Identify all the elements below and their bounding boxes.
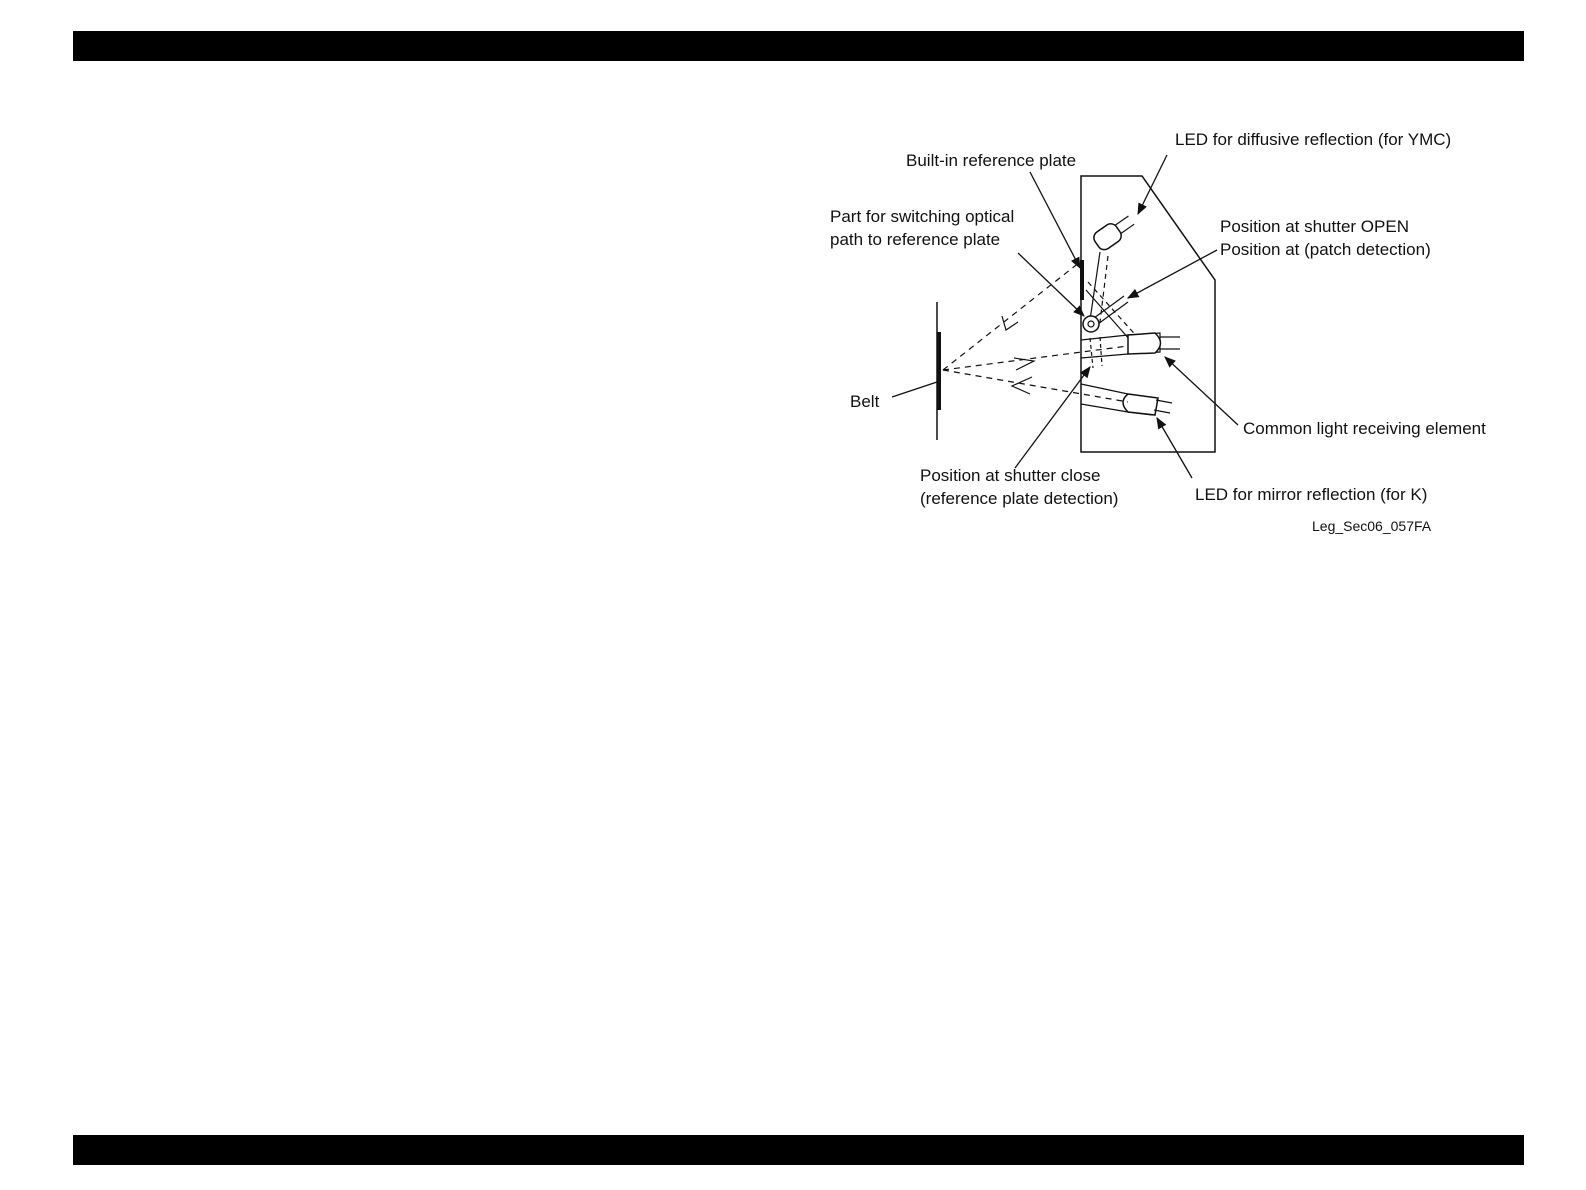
led-diffusive bbox=[1090, 212, 1137, 322]
optical-paths bbox=[943, 262, 1128, 402]
shutter-open-part bbox=[1094, 296, 1128, 324]
label-shutter-open-line1: Position at shutter OPEN bbox=[1220, 217, 1409, 236]
label-shutter-close-line1: Position at shutter close bbox=[920, 466, 1101, 485]
leader-switch-part bbox=[1018, 253, 1084, 316]
label-switch-part-line2: path to reference plate bbox=[830, 230, 1001, 249]
figure-id: Leg_Sec06_057FA bbox=[1312, 518, 1432, 534]
label-common-receiver: Common light receiving element bbox=[1243, 419, 1486, 438]
leader-led-mirror bbox=[1157, 418, 1192, 478]
leader-shutter-close bbox=[1015, 367, 1090, 468]
leader-shutter-open bbox=[1128, 250, 1217, 298]
path-arrows bbox=[1002, 316, 1034, 394]
leader-lines bbox=[892, 155, 1238, 478]
led-mirror bbox=[1081, 384, 1172, 415]
label-builtin-plate: Built-in reference plate bbox=[906, 151, 1077, 170]
label-shutter-close-line2: (reference plate detection) bbox=[920, 489, 1119, 508]
label-led-mirror: LED for mirror reflection (for K) bbox=[1195, 485, 1428, 504]
leader-belt bbox=[892, 382, 937, 397]
leader-builtin-plate bbox=[1030, 172, 1080, 268]
label-shutter-open-line2: Position at (patch detection) bbox=[1220, 240, 1431, 259]
label-belt: Belt bbox=[850, 392, 880, 411]
leader-common-receiver bbox=[1165, 357, 1238, 425]
reference-plate bbox=[1080, 260, 1084, 300]
label-led-diffusive: LED for diffusive reflection (for YMC) bbox=[1175, 130, 1452, 149]
label-switch-part-line1: Part for switching optical bbox=[830, 207, 1015, 226]
footer-bar bbox=[73, 1135, 1524, 1165]
belt bbox=[937, 302, 941, 440]
